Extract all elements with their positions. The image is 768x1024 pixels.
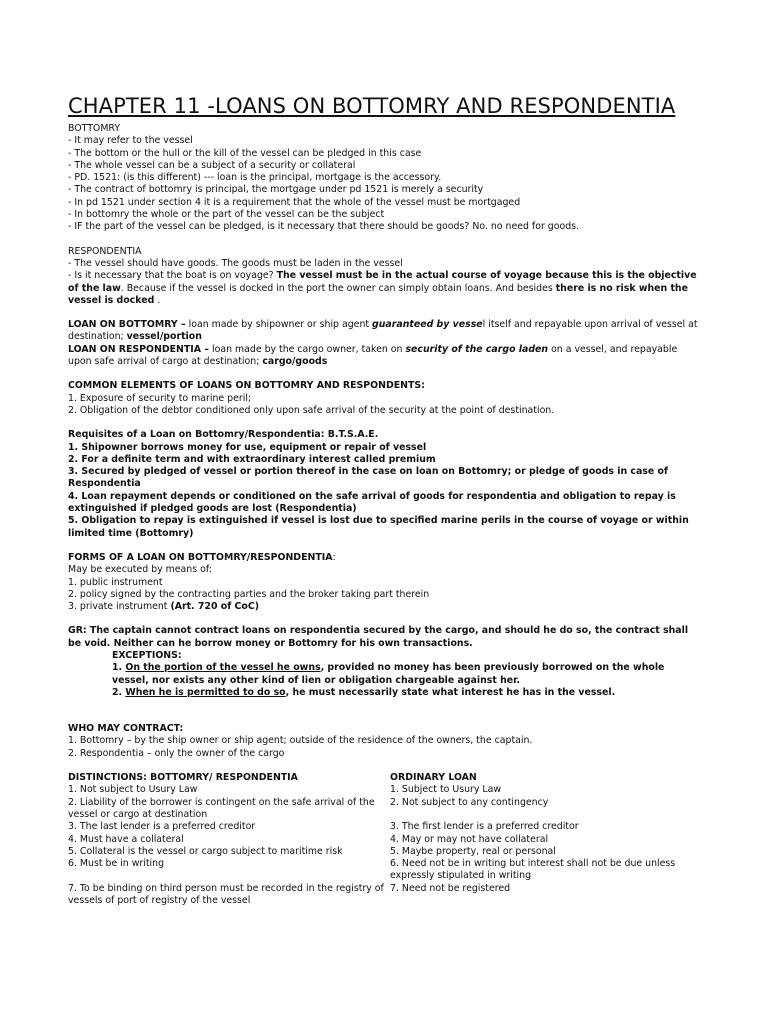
forms-heading: FORMS OF A LOAN ON BOTTOMRY/RESPONDENTIA [68, 551, 333, 563]
definition-text: loan made by shipowner or ship agent [185, 319, 373, 331]
exception-text: , he must necessarily state what interest he has in the vessel. [285, 686, 616, 698]
distinction-item: 4. Must have a collateral [68, 833, 184, 845]
bottomry-definition [68, 319, 701, 344]
definition-text: loan made by the cargo owner, taken on [209, 343, 406, 355]
exception-underlined: When he is permitted to do so [125, 686, 286, 698]
general-rule-text: GR: The captain cannot contract loans on respondentia secured by the cargo, and should he do so, the contract shall be void. Neither can he borrow money or Bottomry for his own transactions. [68, 625, 692, 649]
exception-number: 1. [112, 662, 126, 674]
bottomry-item: - In pd 1521 under section 4 it is a requirement that the whole of the vessel must be mortgaged [68, 196, 521, 208]
ordinary-loan-item-spacer [390, 809, 698, 821]
bottomry-item: - It may refer to the vessel [68, 135, 193, 147]
general-rule-section [68, 625, 698, 699]
bottomry-heading: BOTTOMRY [68, 123, 121, 134]
ordinary-loan-item: 7. Need not be registered [390, 882, 511, 894]
definition-text: on a vessel, and repayable upon safe arrival of cargo at destination; [68, 343, 681, 368]
definition-bold: vessel/portion [126, 331, 202, 343]
who-item: 1. Bottomry – by the ship owner or ship agent; outside of the residence of the owners, the captain. [68, 735, 533, 747]
definition-emphasis: security of the cargo laden [405, 343, 549, 355]
ordinary-loan-item: 5. Maybe property, real or personal [390, 845, 556, 857]
common-elements-item: 1. Exposure of security to marine peril; [68, 392, 252, 404]
requisites-section [68, 429, 698, 540]
forms-item: 1. public instrument [68, 576, 163, 588]
respondentia-item-text: . Because if the vessel is docked in the port the owner can simply obtain loans. And besides [120, 282, 556, 294]
forms-item: 2. policy signed by the contracting parties and the broker taking part therein [68, 588, 430, 600]
distinction-item: 5. Collateral is the vessel or cargo subject to maritime risk [68, 845, 343, 857]
requisites-item: 1. Shipowner borrows money for use, equipment or repair of vessel [68, 441, 427, 453]
forms-item-citation: (Art. 720 of CoC) [170, 601, 260, 613]
respondentia-section [68, 246, 698, 307]
common-elements-section [68, 380, 698, 417]
respondentia-item-text: . [154, 294, 161, 306]
respondentia-heading: RESPONDENTIA [68, 245, 142, 257]
respondentia-item-bold: The vessel must be in the actual course of voyage because this is the objective of the law [68, 270, 700, 294]
bottomry-item: - IF the part of the vessel can be pledged, is it necessary that there should be goods? No. no need for goods. [68, 221, 580, 233]
respondentia-item [68, 270, 698, 307]
forms-item [68, 601, 698, 613]
definition-text: l itself and repayable upon arrival of vessel at destination; [68, 319, 701, 343]
forms-intro: May be executed by means of: [68, 564, 212, 576]
bottomry-item: - The contract of bottomry is principal, the mortgage under pd 1521 is merely a security [68, 184, 484, 196]
respondentia-definition [68, 344, 698, 369]
requisites-item: 3. Secured by pledged of vessel or portion thereof in the case on loan on Bottomry; or pledge of goods in case of Respondentia [68, 466, 672, 490]
forms-heading-line [68, 552, 698, 564]
definition-emphasis: guaranteed by vesse [372, 319, 483, 331]
ordinary-loan-item: 3. The first lender is a preferred creditor [390, 821, 579, 833]
ordinary-loan-item: 2. Not subject to any contingency [390, 796, 549, 808]
distinction-item: 2. Liability of the borrower is contingent on the safe arrival of the vessel or cargo at destination [68, 796, 378, 820]
forms-heading-colon: : [332, 551, 336, 563]
ordinary-loan-item: 6. Need not be in writing but interest shall not be due unless expressly stipulated in writing [390, 858, 679, 882]
document-page [68, 93, 701, 907]
bottomry-item: - The whole vessel can be a subject of a security or collateral [68, 159, 356, 171]
exception-item [68, 662, 698, 687]
ordinary-loan-item: 4. May or may not have collateral [390, 833, 549, 845]
definitions-section [68, 319, 701, 368]
requisites-item: 2. For a definite term and with extraordinary interest called premium [68, 453, 436, 465]
definition-term: LOAN ON BOTTOMRY – [68, 319, 186, 331]
bottomry-item: - The bottom or the hull or the kill of the vessel can be pledged in this case [68, 147, 422, 159]
respondentia-item-text: - Is it necessary that the boat is on voyage? [68, 270, 277, 282]
respondentia-item-bold: there is no risk when the vessel is docked [68, 282, 692, 306]
requisites-item: 5. Obligation to repay is extinguished if vessel is lost due to specified marine perils in the course of voyage or within limited time (Bottomry) [68, 515, 693, 539]
ordinary-loan-heading: ORDINARY LOAN [390, 772, 477, 784]
forms-section [68, 552, 698, 613]
distinctions-left-column [68, 772, 390, 907]
bottomry-section [68, 123, 698, 234]
exceptions-label: EXCEPTIONS: [112, 649, 182, 661]
distinction-item-spacer [68, 870, 390, 882]
who-heading: WHO MAY CONTRACT: [68, 723, 184, 735]
distinction-item: 7. To be binding on third person must be recorded in the registry of vessels of port of registry of the vessel [68, 882, 387, 907]
bottomry-item: - In bottomry the whole or the part of the vessel can be the subject [68, 209, 385, 221]
distinction-item: 6. Must be in writing [68, 858, 165, 870]
exception-item [68, 687, 698, 699]
definition-term: LOAN ON RESPONDENTIA – [68, 343, 209, 355]
ordinary-loan-item: 1. Subject to Usury Law [390, 784, 502, 796]
distinction-item: 3. The last lender is a preferred creditor [68, 821, 256, 833]
chapter-title: CHAPTER 11 -LOANS ON BOTTOMRY AND RESPONDENTIA [68, 94, 676, 118]
exception-underlined: On the portion of the vessel he owns [125, 662, 321, 674]
distinction-item: 1. Not subject to Usury Law [68, 784, 198, 796]
common-elements-heading: COMMON ELEMENTS OF LOANS ON BOTTOMRY AND RESPONDENTS: [68, 380, 425, 392]
respondentia-item: - The vessel should have goods. The goods must be laden in the vessel [68, 257, 403, 269]
requisites-heading: Requisites of a Loan on Bottomry/Respondentia: B.T.S.A.E. [68, 429, 379, 441]
who-item: 2. Respondentia – only the owner of the cargo [68, 747, 285, 759]
requisites-item: 4. Loan repayment depends or conditioned on the safe arrival of goods for respondentia and obligation to repay is extinguished if pledged goods are lost (Respondentia) [68, 490, 680, 515]
definition-bold: cargo/goods [262, 356, 328, 368]
forms-item-text: 3. private instrument [68, 601, 171, 613]
exception-text: , provided no money has been previously borrowed on the whole vessel, nor exists any other kind of lien or obligation chargeable against her. [112, 662, 668, 686]
common-elements-item: 2. Obligation of the debtor conditioned only upon safe arrival of the security at the point of destination. [68, 404, 555, 416]
bottomry-item: - PD. 1521: (is this different) --- loan is the principal, mortgage is the accessory. [68, 172, 442, 184]
distinctions-heading: DISTINCTIONS: BOTTOMRY/ RESPONDENTIA [68, 772, 298, 784]
who-may-contract-section [68, 723, 698, 760]
exception-number: 2. [112, 686, 126, 698]
distinctions-section [68, 772, 698, 907]
ordinary-loan-column [390, 772, 698, 907]
